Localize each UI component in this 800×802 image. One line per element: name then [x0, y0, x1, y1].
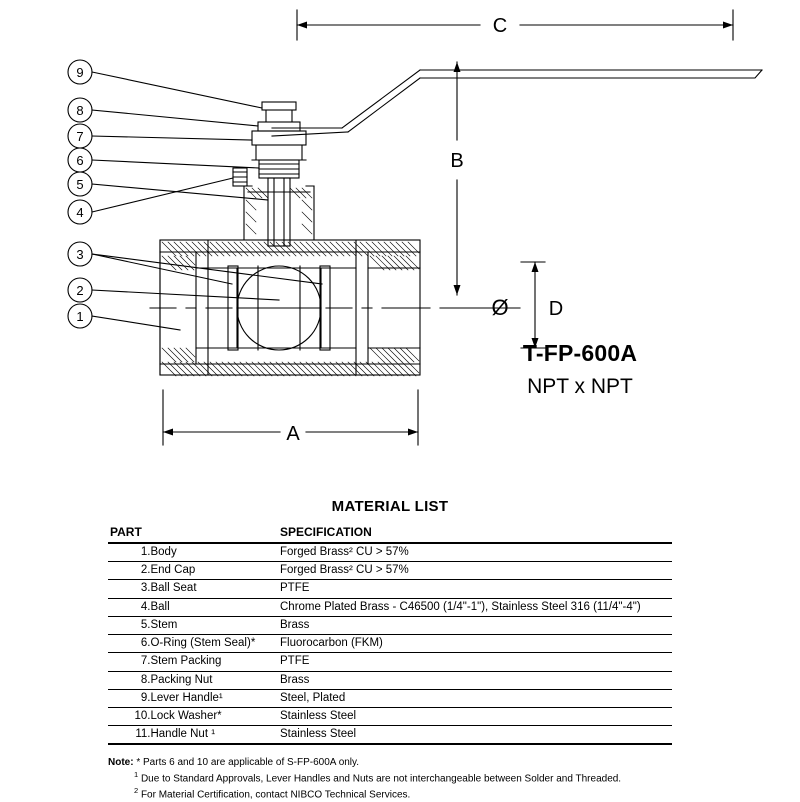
- dim-label-c: C: [492, 15, 508, 37]
- row-part-name: O-Ring (Stem Seal)*: [150, 635, 280, 653]
- row-spec: Chrome Plated Brass - C46500 (1/4"-1"), Stainless Steel 316 (11/4"-4"): [280, 598, 672, 616]
- table-row: [108, 671, 672, 689]
- dim-label-d: D: [548, 298, 564, 320]
- table-row: [108, 616, 672, 634]
- col-header-part: PART: [108, 524, 280, 543]
- row-spec: PTFE: [280, 580, 672, 598]
- handle-nut: [262, 102, 296, 110]
- col-header-specification: SPECIFICATION: [280, 524, 672, 543]
- row-part-name: Stem Packing: [150, 653, 280, 671]
- row-part-name: Handle Nut ¹: [150, 726, 280, 745]
- table-row: [108, 653, 672, 671]
- note-1-text: * Parts 6 and 10 are applicable of S-FP-600A only.: [136, 757, 360, 768]
- table-row: [108, 562, 672, 580]
- callout-2: 2: [76, 283, 84, 298]
- row-number: 11.: [108, 726, 150, 745]
- handle-bend-top: [342, 70, 420, 128]
- callout-9: 9: [76, 65, 84, 80]
- table-row: [108, 543, 672, 562]
- product-connection-type: NPT x NPT: [527, 375, 633, 398]
- packing-nut-body: [252, 145, 306, 160]
- row-number: 2.: [108, 562, 150, 580]
- row-number: 6.: [108, 635, 150, 653]
- row-part-name: Ball Seat: [150, 580, 280, 598]
- row-number: 1.: [108, 543, 150, 562]
- note-3-marker: 2: [134, 785, 139, 795]
- diameter-symbol: Ø: [491, 295, 509, 320]
- callout-5: 5: [76, 177, 84, 192]
- callout-8: 8: [76, 103, 84, 118]
- material-list-table: [108, 524, 672, 745]
- table-row: [108, 598, 672, 616]
- handle-bottom-edge: [420, 70, 762, 78]
- row-part-name: Ball: [150, 598, 280, 616]
- body-neck: [244, 186, 314, 240]
- row-spec: Forged Brass² CU > 57%: [280, 543, 672, 562]
- dim-label-a: A: [286, 423, 300, 445]
- row-part-name: Packing Nut: [150, 671, 280, 689]
- table-header-row: [108, 524, 672, 543]
- callout-6: 6: [76, 153, 84, 168]
- row-spec: Brass: [280, 671, 672, 689]
- callout-1: 1: [76, 309, 84, 324]
- packing-nut: [252, 131, 306, 145]
- handle-bend-bottom: [348, 78, 420, 132]
- note-label: Note:: [108, 757, 134, 768]
- note-line-1: [108, 757, 708, 770]
- row-part-name: Lock Washer*: [150, 707, 280, 725]
- row-spec: Forged Brass² CU > 57%: [280, 562, 672, 580]
- callout-7: 7: [76, 129, 84, 144]
- lock-washer: [258, 122, 300, 131]
- note-2-text: Due to Standard Approvals, Lever Handles and Nuts are not interchangeable between Solder and Threaded.: [140, 773, 622, 785]
- material-list-title: MATERIAL LIST: [331, 498, 449, 515]
- handle-arm-bottom: [272, 132, 348, 136]
- callout-4: 4: [76, 205, 84, 220]
- row-part-name: Lever Handle¹: [150, 689, 280, 707]
- row-number: 7.: [108, 653, 150, 671]
- row-part-name: End Cap: [150, 562, 280, 580]
- row-number: 4.: [108, 598, 150, 616]
- row-spec: Stainless Steel: [280, 726, 672, 745]
- row-spec: PTFE: [280, 653, 672, 671]
- stem: [268, 178, 290, 246]
- note-2-marker: 1: [134, 769, 139, 779]
- table-row: [108, 689, 672, 707]
- row-number: 5.: [108, 616, 150, 634]
- product-model-title: T-FP-600A: [522, 340, 638, 366]
- row-number: 10.: [108, 707, 150, 725]
- table-row: [108, 707, 672, 725]
- row-part-name: Stem: [150, 616, 280, 634]
- table-row: [108, 580, 672, 598]
- table-row: [108, 726, 672, 745]
- row-spec: Stainless Steel: [280, 707, 672, 725]
- row-part-name: Body: [150, 543, 280, 562]
- note-line-2: [108, 770, 708, 786]
- material-list-notes: [108, 757, 708, 802]
- row-number: 9.: [108, 689, 150, 707]
- row-number: 3.: [108, 580, 150, 598]
- row-number: 8.: [108, 671, 150, 689]
- dim-label-b: B: [450, 150, 464, 172]
- row-spec: Steel, Plated: [280, 689, 672, 707]
- row-spec: Brass: [280, 616, 672, 634]
- row-spec: Fluorocarbon (FKM): [280, 635, 672, 653]
- table-row: [108, 635, 672, 653]
- note-3-text: For Material Certification, contact NIBCO Technical Services.: [140, 789, 411, 801]
- callout-3: 3: [76, 247, 84, 262]
